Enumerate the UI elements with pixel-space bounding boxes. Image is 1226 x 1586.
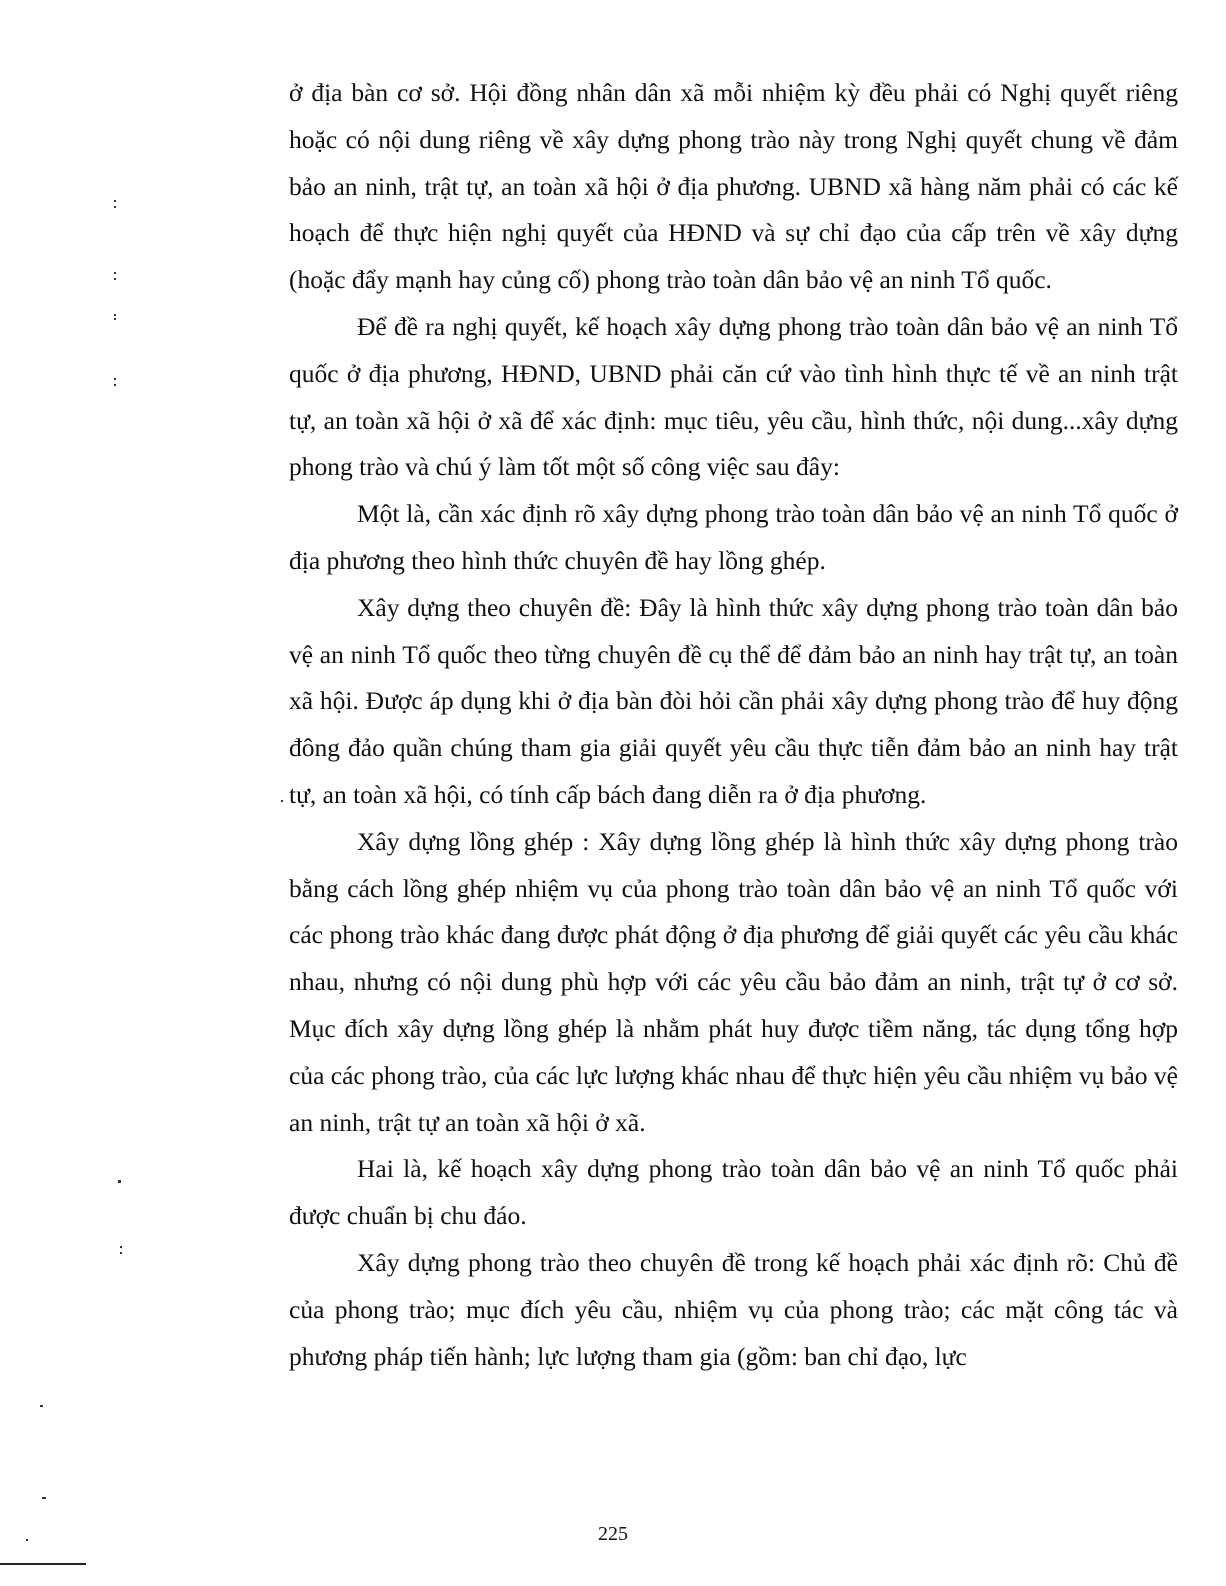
scan-speck bbox=[40, 1405, 43, 1407]
paragraph-4: Xây dựng theo chuyên đề: Đây là hình thức xây dựng phong trào toàn dân bảo vệ an ninh Tổ quốc theo từng chuyên đề cụ thể để đảm bảo an ninh hay trật tự, an toàn xã hội. Được áp dụng khi ở địa bàn đòi hỏi cần phải xây dựng phong trào để huy động đông đảo quần chúng tham gia giải quyết yêu cầu thực tiễn đảm bảo an ninh hay trật tự, an toàn xã hội, có tính cấp bách đang diễn ra ở địa phương. bbox=[289, 592, 1178, 809]
scan-speck bbox=[114, 318, 116, 320]
paragraph-6: Hai là, kế hoạch xây dựng phong trào toàn dân bảo vệ an ninh Tổ quốc phải được chuẩn bị chu đáo. bbox=[289, 1154, 1178, 1231]
scan-speck bbox=[114, 278, 116, 280]
scan-speck bbox=[114, 378, 116, 380]
scan-speck bbox=[281, 800, 283, 802]
bottom-rule bbox=[0, 1563, 86, 1565]
scan-speck bbox=[42, 1497, 46, 1499]
scan-speck bbox=[120, 1246, 122, 1248]
paragraph-3: Một là, cần xác định rõ xây dựng phong trào toàn dân bảo vệ an ninh Tổ quốc ở địa phương theo hình thức chuyên đề hay lồng ghép. bbox=[289, 499, 1178, 575]
scan-speck bbox=[114, 200, 116, 202]
paragraph-7: Xây dựng phong trào theo chuyên đề trong kế hoạch phải xác định rõ: Chủ đề của phong trào; mục đích yêu cầu, nhiệm vụ của phong trào; các mặt công tác và phương pháp tiến hành; lực lượng tham gia (gồm: ban chỉ đạo, lực bbox=[289, 1247, 1178, 1371]
paragraph-5: Xây dựng lồng ghép : Xây dựng lồng ghép là hình thức xây dựng phong trào bằng cách lồng ghép nhiệm vụ của phong trào toàn dân bảo vệ an ninh Tổ quốc với các phong trào khác đang được phát động ở địa phương để giải quyết các yêu cầu khác nhau, nhưng có nội dung phù hợp với các yêu cầu bảo đảm an ninh, trật tự ở cơ sở. Mục đích xây dựng lồng ghép là nhằm phát huy được tiềm năng, tác dụng tổng hợp của các phong trào, của các lực lượng khác nhau để thực hiện yêu cầu nhiệm vụ bảo vệ an ninh, trật tự an toàn xã hội ở xã. bbox=[289, 826, 1178, 1137]
scan-speck bbox=[26, 1539, 28, 1541]
paragraph-2: Để đề ra nghị quyết, kế hoạch xây dựng phong trào toàn dân bảo vệ an ninh Tổ quốc ở địa phương, HĐND, UBND phải căn cứ vào tình hình thực tế về an ninh trật tự, an toàn xã hội ở xã để xác định: mục tiêu, yêu cầu, hình thức, nội dung...xây dựng phong trào và chú ý làm tốt một số công việc sau đây: bbox=[289, 311, 1178, 482]
body-text bbox=[289, 70, 1178, 1380]
scan-speck bbox=[120, 1252, 122, 1254]
paragraph-1: ở địa bàn cơ sở. Hội đồng nhân dân xã mỗi nhiệm kỳ đều phải có Nghị quyết riêng hoặc có nội dung riêng về xây dựng phong trào này trong Nghị quyết chung về đảm bảo an ninh, trật tự, an toàn xã hội ở địa phương. UBND xã hàng năm phải có các kế hoạch để thực hiện nghị quyết của HĐND và sự chỉ đạo của cấp trên về xây dựng (hoặc đẩy mạnh hay củng cố) phong trào toàn dân bảo vệ an ninh Tổ quốc. bbox=[289, 78, 1178, 295]
scan-speck bbox=[118, 1180, 121, 1183]
scan-speck bbox=[114, 206, 116, 208]
page-number: 225 bbox=[598, 1523, 628, 1545]
scan-speck bbox=[114, 272, 116, 274]
scan-speck bbox=[114, 384, 116, 386]
scan-speck bbox=[114, 314, 116, 316]
